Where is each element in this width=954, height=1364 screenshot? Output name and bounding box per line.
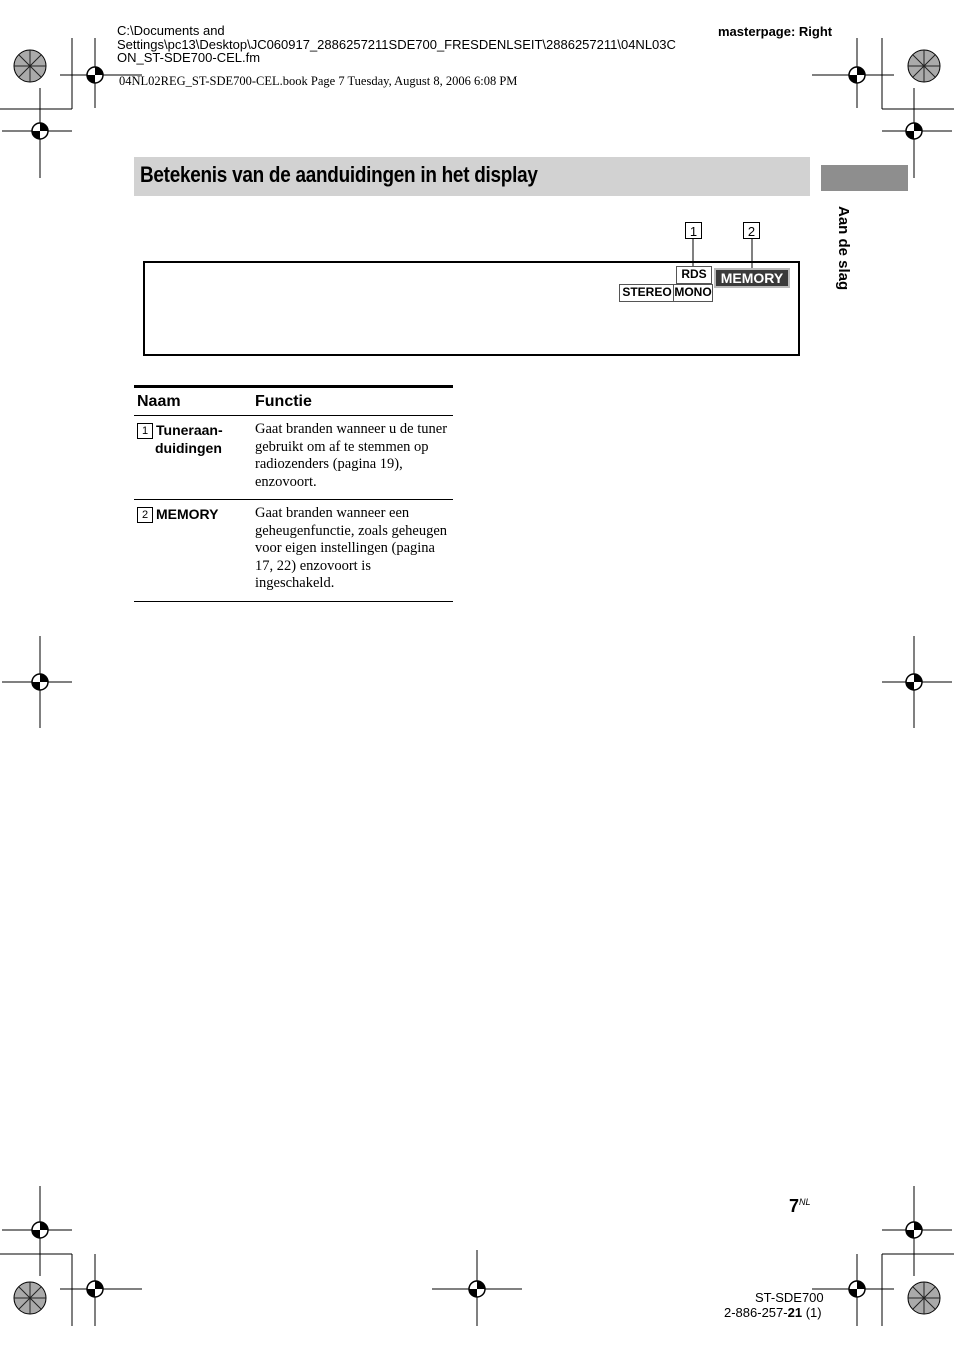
stereo-indicator: STEREO xyxy=(619,284,674,302)
masterpage-label: masterpage: Right xyxy=(718,24,833,39)
file-path-line: C:\Documents and xyxy=(117,23,225,38)
row-name-line: MEMORY xyxy=(156,506,219,522)
side-tab-label: Aan de slag xyxy=(835,206,852,291)
book-info: 04NL02REG_ST-SDE700-CEL.book Page 7 Tuesday, August 8, 2006 6:08 PM xyxy=(119,74,518,88)
file-path-line: ON_ST-SDE700-CEL.fm xyxy=(117,50,261,65)
column-header-name: Naam xyxy=(134,387,252,416)
table-row xyxy=(134,500,453,602)
part-code-prefix: 2-886-257- xyxy=(724,1305,788,1320)
model-number: ST-SDE700 xyxy=(755,1290,824,1305)
table-row xyxy=(134,416,453,500)
file-path xyxy=(117,24,676,65)
row-number: 2 xyxy=(137,507,153,523)
side-tab-marker xyxy=(821,165,908,191)
row-function: Gaat branden wanneer u de tuner gebruikt om af te stemmen op radiozenders (pagina 19), enzovoort. xyxy=(252,416,453,500)
part-code-suffix: (1) xyxy=(802,1305,822,1320)
rds-indicator: RDS xyxy=(676,266,712,284)
side-tab xyxy=(822,206,852,316)
table-header-row xyxy=(134,387,453,416)
row-name xyxy=(134,416,252,500)
page-language: NL xyxy=(799,1197,811,1207)
column-header-function: Functie xyxy=(252,387,453,416)
page-number xyxy=(789,1196,811,1217)
callout-2: 2 xyxy=(743,222,760,239)
row-name xyxy=(134,500,252,602)
page-number-value: 7 xyxy=(789,1196,800,1216)
indicator-table xyxy=(134,385,453,602)
mono-indicator: MONO xyxy=(673,284,713,302)
row-name-line: Tuneraan- xyxy=(156,422,223,438)
part-code xyxy=(724,1305,822,1320)
memory-indicator: MEMORY xyxy=(714,268,790,288)
row-function: Gaat branden wanneer een geheugenfunctie, zoals geheugen voor eigen instellingen (pagina 17, 22) enzovoort is ingeschakeld. xyxy=(252,500,453,602)
part-code-bold: 21 xyxy=(787,1305,803,1320)
file-path-line: Settings\pc13\Desktop\JC060917_2886257211SDE700_FRESDENLSEIT\2886257211\04NL03C xyxy=(117,36,676,52)
row-number: 1 xyxy=(137,423,153,439)
section-title: Betekenis van de aanduidingen in het display xyxy=(140,162,538,187)
callout-1: 1 xyxy=(685,222,702,239)
row-name-line: duidingen xyxy=(155,440,222,456)
